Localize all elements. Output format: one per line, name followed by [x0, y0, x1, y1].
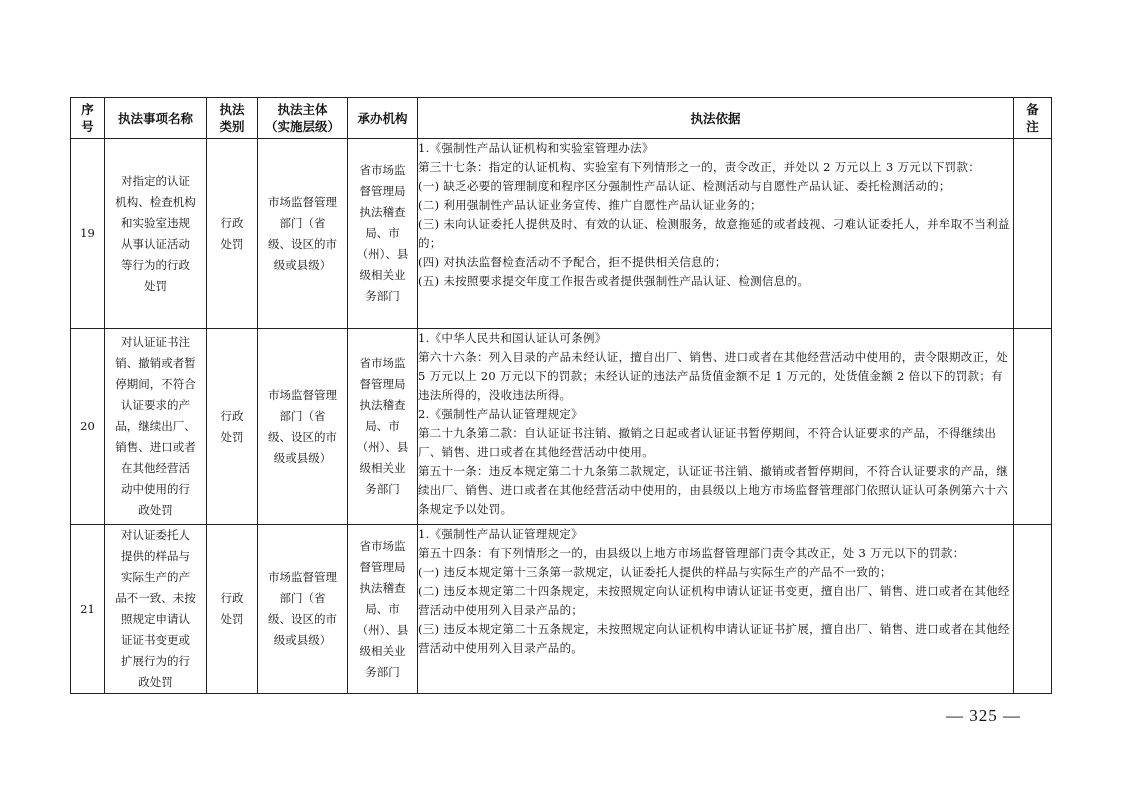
subject-cell-line: 部门（省	[279, 408, 326, 423]
agency-cell-line: 级相关业	[359, 643, 406, 658]
agency-cell-line: 局、市	[365, 601, 400, 616]
item-name-cell-line: 和实验室违规	[121, 215, 190, 230]
category-cell-line: 处罚	[220, 236, 244, 251]
subject-cell-line: 级、设区的市	[268, 429, 337, 444]
item-name-cell-line: 动中使用的行	[121, 482, 190, 496]
header-seq: 序 号	[71, 98, 105, 139]
agency-cell	[348, 329, 418, 525]
item-name-cell-line: 等行为的行政	[121, 257, 190, 272]
header-item-name: 执法事项名称	[105, 98, 207, 139]
item-name-cell-line: 证证书变更或	[121, 633, 190, 647]
item-name-cell-line: 品不一致、未按	[115, 591, 196, 605]
subject-cell-line: 部门（省	[279, 591, 326, 605]
table-body	[71, 139, 1052, 694]
category-cell	[207, 525, 258, 694]
basis-paragraph: 第二十九条第二款：自认证证书注销、撤销之日起或者认证证书暂停期间，不符合认证要求的产品，不得继续出厂、销售、进口或者在其他经营活动中使用。	[418, 426, 997, 459]
item-name-cell-line: 停期间，不符合	[115, 377, 196, 391]
category-cell-line: 行政	[220, 215, 244, 230]
subject-cell	[258, 329, 348, 525]
agency-cell-line: （州）、县	[356, 247, 409, 261]
subject-cell-line: 市场监督管理	[268, 387, 337, 402]
agency-cell-line: 执法稽查	[359, 398, 406, 412]
seq-cell: 20	[71, 329, 105, 525]
header-subject: 执法主体 （实施层级）	[258, 98, 348, 139]
remarks-cell	[1014, 139, 1052, 329]
enforcement-items-table	[70, 97, 1052, 694]
item-name-cell-line: 提供的样品与	[121, 549, 190, 563]
agency-cell-line: （州）、县	[356, 440, 409, 454]
seq-cell: 21	[71, 525, 105, 694]
agency-cell-line: 局、市	[365, 226, 400, 240]
agency-cell-line: 督管理局	[359, 377, 406, 391]
subject-cell-line: 级、设区的市	[268, 236, 337, 251]
table-row	[71, 525, 1052, 694]
agency-cell-line: （州）、县	[356, 622, 409, 637]
item-name-cell-line: 对认证证书注	[121, 335, 190, 349]
agency-cell-line: 务部门	[365, 289, 400, 303]
item-name-cell-line: 对认证委托人	[121, 528, 190, 542]
item-name-cell	[105, 139, 207, 329]
basis-paragraph: 2.《强制性产品认证管理规定》	[418, 407, 583, 421]
agency-cell-line: 执法稽查	[359, 580, 406, 595]
subject-cell	[258, 525, 348, 694]
agency-cell-line: 督管理局	[359, 559, 406, 574]
item-name-cell-line: 从事认证活动	[121, 236, 190, 251]
remarks-cell	[1014, 525, 1052, 694]
table-header-row	[71, 98, 1052, 139]
page-number: — 325 —	[946, 706, 1021, 725]
agency-cell-line: 督管理局	[359, 184, 406, 198]
agency-cell-line: 级相关业	[359, 461, 406, 475]
agency-cell-line: 省市场监	[359, 163, 406, 177]
agency-cell-line: 级相关业	[359, 268, 406, 282]
item-name-cell	[105, 329, 207, 525]
basis-cell	[418, 329, 1014, 525]
item-name-cell-line: 政处罚	[138, 503, 173, 517]
basis-paragraph: 1.《强制性产品认证机构和实验室管理办法》	[418, 141, 654, 155]
header-agency: 承办机构	[348, 98, 418, 139]
item-name-cell-line: 实际生产的产	[121, 570, 190, 584]
basis-paragraph: (二) 违反本规定第二十四条规定，未按照规定向认证机构申请认证证书变更，擅自出厂、销售、进口或者在其他经营活动中使用列入目录产品的；	[418, 584, 1010, 617]
basis-paragraph: (三) 违反本规定第二十五条规定，未按照规定向认证机构申请认证证书扩展，擅自出厂、销售、进口或者在其他经营活动中使用列入目录产品的。	[418, 622, 1010, 655]
subject-cell-line: 部门（省	[279, 215, 326, 230]
basis-cell	[418, 525, 1014, 694]
item-name-cell-line: 销、撤销或者暂	[115, 356, 196, 370]
subject-cell-line: 级或县级）	[273, 450, 332, 465]
header-basis: 执法依据	[418, 98, 1014, 139]
item-name-cell	[105, 525, 207, 694]
subject-cell-line: 级或县级）	[273, 257, 332, 272]
basis-paragraph: (三) 未向认证委托人提供及时、有效的认证、检测服务，故意拖延的或者歧视、刁难认证委托人，并牟取不当利益的；	[418, 217, 1010, 250]
item-name-cell-line: 品，继续出厂、	[115, 419, 196, 433]
basis-paragraph: 第三十七条：指定的认证机构、实验室有下列情形之一的，责令改正，并处以 2 万元以上 3 万元以下罚款：	[418, 160, 981, 174]
basis-paragraph: 第六十六条：列入目录的产品未经认证，擅自出厂、销售、进口或者在其他经营活动中使用的，责令限期改正，处 5 万元以上 20 万元以下的罚款；未经认证的违法产品货值金额不足 1 万元的，处货值金额 2 倍以下的罚款；有违法所得的，没收违法所得。	[418, 350, 1008, 402]
category-cell-line: 行政	[220, 408, 244, 423]
seq-cell: 19	[71, 139, 105, 329]
basis-paragraph: 1.《强制性产品认证管理规定》	[418, 527, 583, 541]
remarks-cell	[1014, 329, 1052, 525]
basis-paragraph: (二) 利用强制性产品认证业务宣传、推广自愿性产品认证业务的；	[418, 198, 762, 212]
item-name-cell-line: 在其他经营活	[121, 461, 190, 475]
category-cell	[207, 329, 258, 525]
subject-cell	[258, 139, 348, 329]
agency-cell-line: 执法稽查	[359, 205, 406, 219]
subject-cell-line: 市场监督管理	[268, 194, 337, 209]
basis-paragraph: (一) 缺乏必要的管理制度和程序区分强制性产品认证、检测活动与自愿性产品认证、委托检测活动的；	[418, 179, 951, 193]
table-row	[71, 139, 1052, 329]
basis-paragraph: (一) 违反本规定第十三条第一款规定，认证委托人提供的样品与实际生产的产品不一致的；	[418, 565, 892, 579]
category-cell	[207, 139, 258, 329]
header-remarks: 备 注	[1014, 98, 1052, 139]
agency-cell-line: 务部门	[365, 664, 400, 679]
item-name-cell-line: 处罚	[144, 278, 167, 293]
item-name-cell-line: 认证要求的产	[121, 398, 190, 412]
basis-paragraph: (四) 对执法监督检查活动不予配合，拒不提供相关信息的；	[418, 255, 727, 269]
subject-cell-line: 市场监督管理	[268, 570, 337, 584]
agency-cell-line: 局、市	[365, 419, 400, 433]
agency-cell-line: 省市场监	[359, 538, 406, 553]
basis-paragraph: 第五十一条：违反本规定第二十九条第二款规定，认证证书注销、撤销或者暂停期间，不符合认证要求的产品，继续出厂、销售、进口或者在其他经营活动中使用的，由县级以上地方市场监督管理部门依照认证认可条例第六十六条规定予以处罚。	[418, 464, 1008, 516]
basis-cell	[418, 139, 1014, 329]
table-row	[71, 329, 1052, 525]
agency-cell	[348, 525, 418, 694]
agency-cell-line: 省市场监	[359, 356, 406, 370]
category-cell-line: 行政	[220, 591, 244, 605]
category-cell-line: 处罚	[220, 612, 244, 626]
item-name-cell-line: 政处罚	[138, 675, 173, 689]
basis-paragraph: 1.《中华人民共和国认证认可条例》	[418, 331, 607, 345]
basis-paragraph: (五) 未按照要求提交年度工作报告或者提供强制性产品认证、检测信息的。	[418, 274, 810, 288]
category-cell-line: 处罚	[220, 429, 244, 444]
item-name-cell-line: 照规定申请认	[121, 612, 190, 626]
item-name-cell-line: 销售、进口或者	[115, 440, 196, 454]
agency-cell-line: 务部门	[365, 482, 400, 496]
agency-cell	[348, 139, 418, 329]
item-name-cell-line: 对指定的认证	[121, 173, 190, 188]
item-name-cell-line: 扩展行为的行	[121, 654, 190, 668]
basis-paragraph: 第五十四条：有下列情形之一的，由县级以上地方市场监督管理部门责令其改正，处 3 万元以下的罚款：	[418, 546, 965, 560]
item-name-cell-line: 机构、检查机构	[115, 194, 196, 209]
header-category: 执法 类别	[207, 98, 258, 139]
subject-cell-line: 级、设区的市	[268, 612, 337, 626]
subject-cell-line: 级或县级）	[273, 633, 332, 647]
